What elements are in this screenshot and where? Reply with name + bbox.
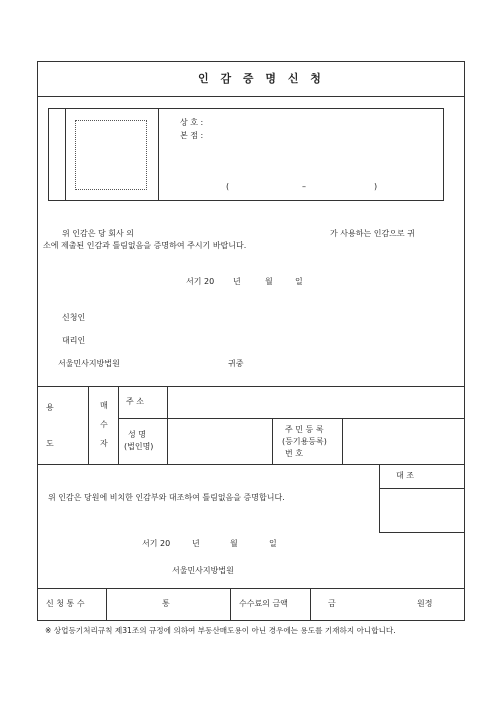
date-month: 월	[265, 277, 273, 286]
buyer-label-2: 수	[100, 420, 108, 429]
court-bottom-label: 서울민사지방법원	[172, 566, 234, 575]
fee-label: 수수료의 금액	[239, 599, 288, 608]
dash: –	[302, 182, 306, 191]
court-label: 서울민사지방법원	[58, 359, 120, 368]
buyer-label-1: 매	[100, 401, 108, 410]
date2-year: 년	[192, 539, 200, 548]
fee-prefix: 금	[328, 599, 336, 608]
usage-label-2: 도	[46, 439, 54, 448]
request-text-line1-b: 가 사용하는 인감으로 귀	[330, 229, 415, 238]
footnote: ※ 상업등기처리규칙 제31조의 규정에 의하여 부동산매도용이 아닌 경우에는 용도를 기재하지 아니합니다.	[45, 626, 396, 635]
certify-text: 위 인감은 당원에 비치한 인감부와 대조하여 틀림없음을 증명합니다.	[48, 493, 285, 502]
resident-no-label-3: 번 호	[285, 449, 303, 458]
trade-name-label: 상 호 :	[180, 118, 204, 127]
count-unit: 통	[162, 599, 170, 608]
request-text-line2: 소에 제출된 인감과 틀림없음을 증명하여 주시기 바랍니다.	[43, 241, 247, 250]
paren-right: )	[374, 182, 378, 191]
date2-era: 서기 20	[142, 539, 171, 548]
applicant-label: 신청인	[62, 313, 86, 322]
seal-impression-area	[75, 120, 147, 190]
address-label: 주 소	[126, 397, 144, 406]
name-label: 성 명	[128, 430, 146, 439]
resident-no-label-2: (등기용등록)	[282, 437, 327, 446]
title-divider	[37, 96, 465, 97]
request-text-line1-a: 위 인감은 당 회사 의	[62, 229, 134, 238]
usage-label-1: 용	[46, 403, 54, 412]
date2-month: 월	[230, 539, 238, 548]
agent-label: 대리인	[62, 336, 86, 345]
date-day: 일	[295, 277, 303, 286]
resident-no-label-1: 주 민 등 록	[285, 425, 324, 434]
paren-left: (	[226, 182, 230, 191]
head-office-label: 본 점 :	[180, 131, 204, 140]
compare-label: 대 조	[396, 471, 414, 480]
honorific-label: 귀중	[228, 359, 244, 368]
buyer-label-3: 자	[100, 439, 108, 448]
fee-unit: 원정	[417, 599, 433, 608]
date2-day: 일	[269, 539, 277, 548]
date-year: 년	[233, 277, 241, 286]
form-title: 인 감 증 명 신 청	[198, 72, 325, 85]
date-era: 서기 20	[186, 277, 215, 286]
corporate-name-label: (법인명)	[124, 442, 154, 451]
count-label: 신 청 통 수	[46, 599, 85, 608]
